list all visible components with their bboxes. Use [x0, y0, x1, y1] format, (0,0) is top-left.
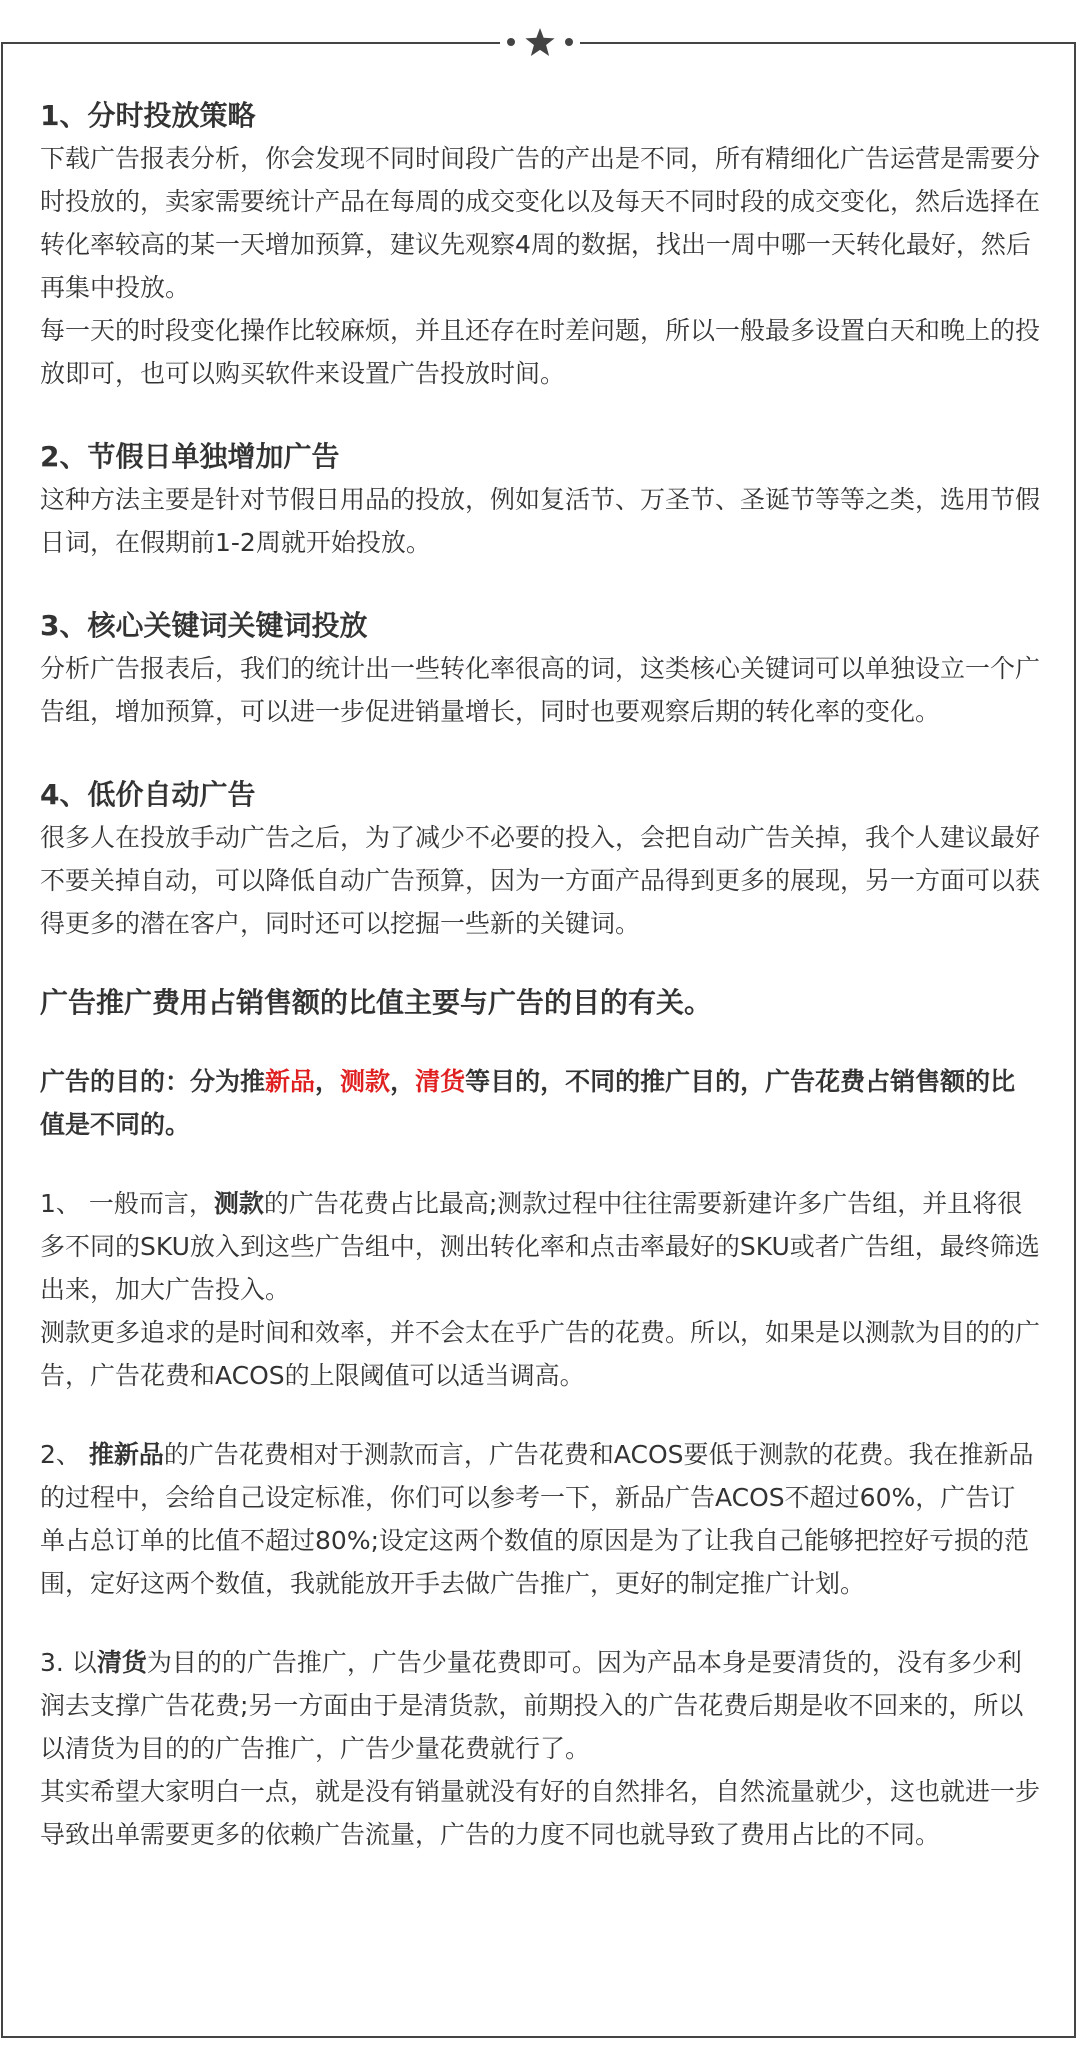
point-1-prefix: 1、 一般而言，: [40, 1189, 214, 1218]
point-1-text: 的广告花费占比最高;测款过程中往往需要新建许多广告组，并且将很多不同的SKU放入到这些广告组中，测出转化率和点击率最好的SKU或者广告组，最终筛选出来，加大广告投入。: [40, 1189, 1040, 1304]
point-3-paragraph: [40, 1641, 1040, 1770]
section-title-4: 4、低价自动广告: [40, 778, 256, 811]
section-title-1: 1、分时投放策略: [40, 99, 256, 132]
point-3-prefix: 3. 以: [40, 1648, 97, 1677]
purpose-separator-2: ，: [390, 1067, 416, 1096]
point-1-keyword: 测款: [213, 1189, 264, 1218]
section-1-paragraph-1: 下载广告报表分析，你会发现不同时间段广告的产出是不同，所有精细化广告运营是需要分时投放的，卖家需要统计产品在每周的成交变化以及每天不同时段的成交变化，然后选择在转化率较高的某一天增加预算，建议先观察4周的数据，找出一周中哪一天转化最好，然后再集中投放。: [40, 144, 1041, 302]
point-3-extra: 其实希望大家明白一点，就是没有销量就没有好的自然排名，自然流量就少，这也就进一步导致出单需要更多的依赖广告流量，广告的力度不同也就导致了费用占比的不同。: [40, 1777, 1041, 1849]
section-title-2: 2、节假日单独增加广告: [40, 440, 340, 473]
point-3-keyword: 清货: [96, 1648, 147, 1677]
purpose-suffix: 等目的，不同的推广目的，广告花费占销售额的比值是不同的。: [40, 1067, 1016, 1139]
star-icon: [525, 28, 555, 56]
section-3-paragraph-1: 分析广告报表后，我们的统计出一些转化率很高的词，这类核心关键词可以单独设立一个广告组，增加预算，可以进一步促进销量增长，同时也要观察后期的转化率的变化。: [40, 654, 1041, 726]
key-statement: 广告推广费用占销售额的比值主要与广告的目的有关。: [40, 986, 713, 1019]
purpose-paragraph: [40, 1060, 1040, 1146]
ornament-dot-right: [565, 38, 573, 46]
section-title-3: 3、核心关键词关键词投放: [40, 609, 368, 642]
ornament-dot-left: [507, 38, 515, 46]
purpose-keyword-clearance: 清货: [415, 1067, 466, 1096]
purpose-keyword-new-product: 新品: [265, 1067, 316, 1096]
section-2-paragraph-1: 这种方法主要是针对节假日用品的投放，例如复活节、万圣节、圣诞节等等之类，选用节假日词，在假期前1-2周就开始投放。: [40, 485, 1041, 557]
article-content: [40, 94, 1040, 1856]
section-4-paragraph-1: 很多人在投放手动广告之后，为了减少不必要的投入，会把自动广告关掉，我个人建议最好不要关掉自动，可以降低自动广告预算，因为一方面产品得到更多的展现，另一方面可以获得更多的潜在客户，同时还可以挖掘一些新的关键词。: [40, 823, 1041, 938]
point-2-text: 的广告花费相对于测款而言，广告花费和ACOS要低于测款的花费。我在推新品的过程中，会给自己设定标准，你们可以参考一下，新品广告ACOS不超过60%，广告订单占总订单的比值不超过80%;设定这两个数值的原因是为了让我自己能够把控好亏损的范围，定好这两个数值，我就能放开手去做广告推广，更好的制定推广计划。: [40, 1440, 1034, 1598]
point-2-paragraph: [40, 1433, 1040, 1605]
purpose-prefix: 广告的目的：分为推: [40, 1067, 266, 1096]
point-1-paragraph: [40, 1182, 1040, 1311]
purpose-keyword-testing: 测款: [340, 1067, 391, 1096]
frame-ornament: [500, 22, 580, 62]
purpose-separator-1: ，: [315, 1067, 341, 1096]
point-2-keyword: 推新品: [88, 1440, 164, 1469]
point-2-prefix: 2、: [40, 1440, 89, 1469]
point-1-extra: 测款更多追求的是时间和效率，并不会太在乎广告的花费。所以，如果是以测款为目的的广告，广告花费和ACOS的上限阈值可以适当调高。: [40, 1318, 1041, 1390]
point-3-text: 为目的的广告推广，广告少量花费即可。因为产品本身是要清货的，没有多少利润去支撑广告花费;另一方面由于是清货款，前期投入的广告花费后期是收不回来的，所以以清货为目的的广告推广，广告少量花费就行了。: [40, 1648, 1024, 1763]
section-1-paragraph-2: 每一天的时段变化操作比较麻烦，并且还存在时差问题，所以一般最多设置白天和晚上的投放即可，也可以购买软件来设置广告投放时间。: [40, 316, 1041, 388]
